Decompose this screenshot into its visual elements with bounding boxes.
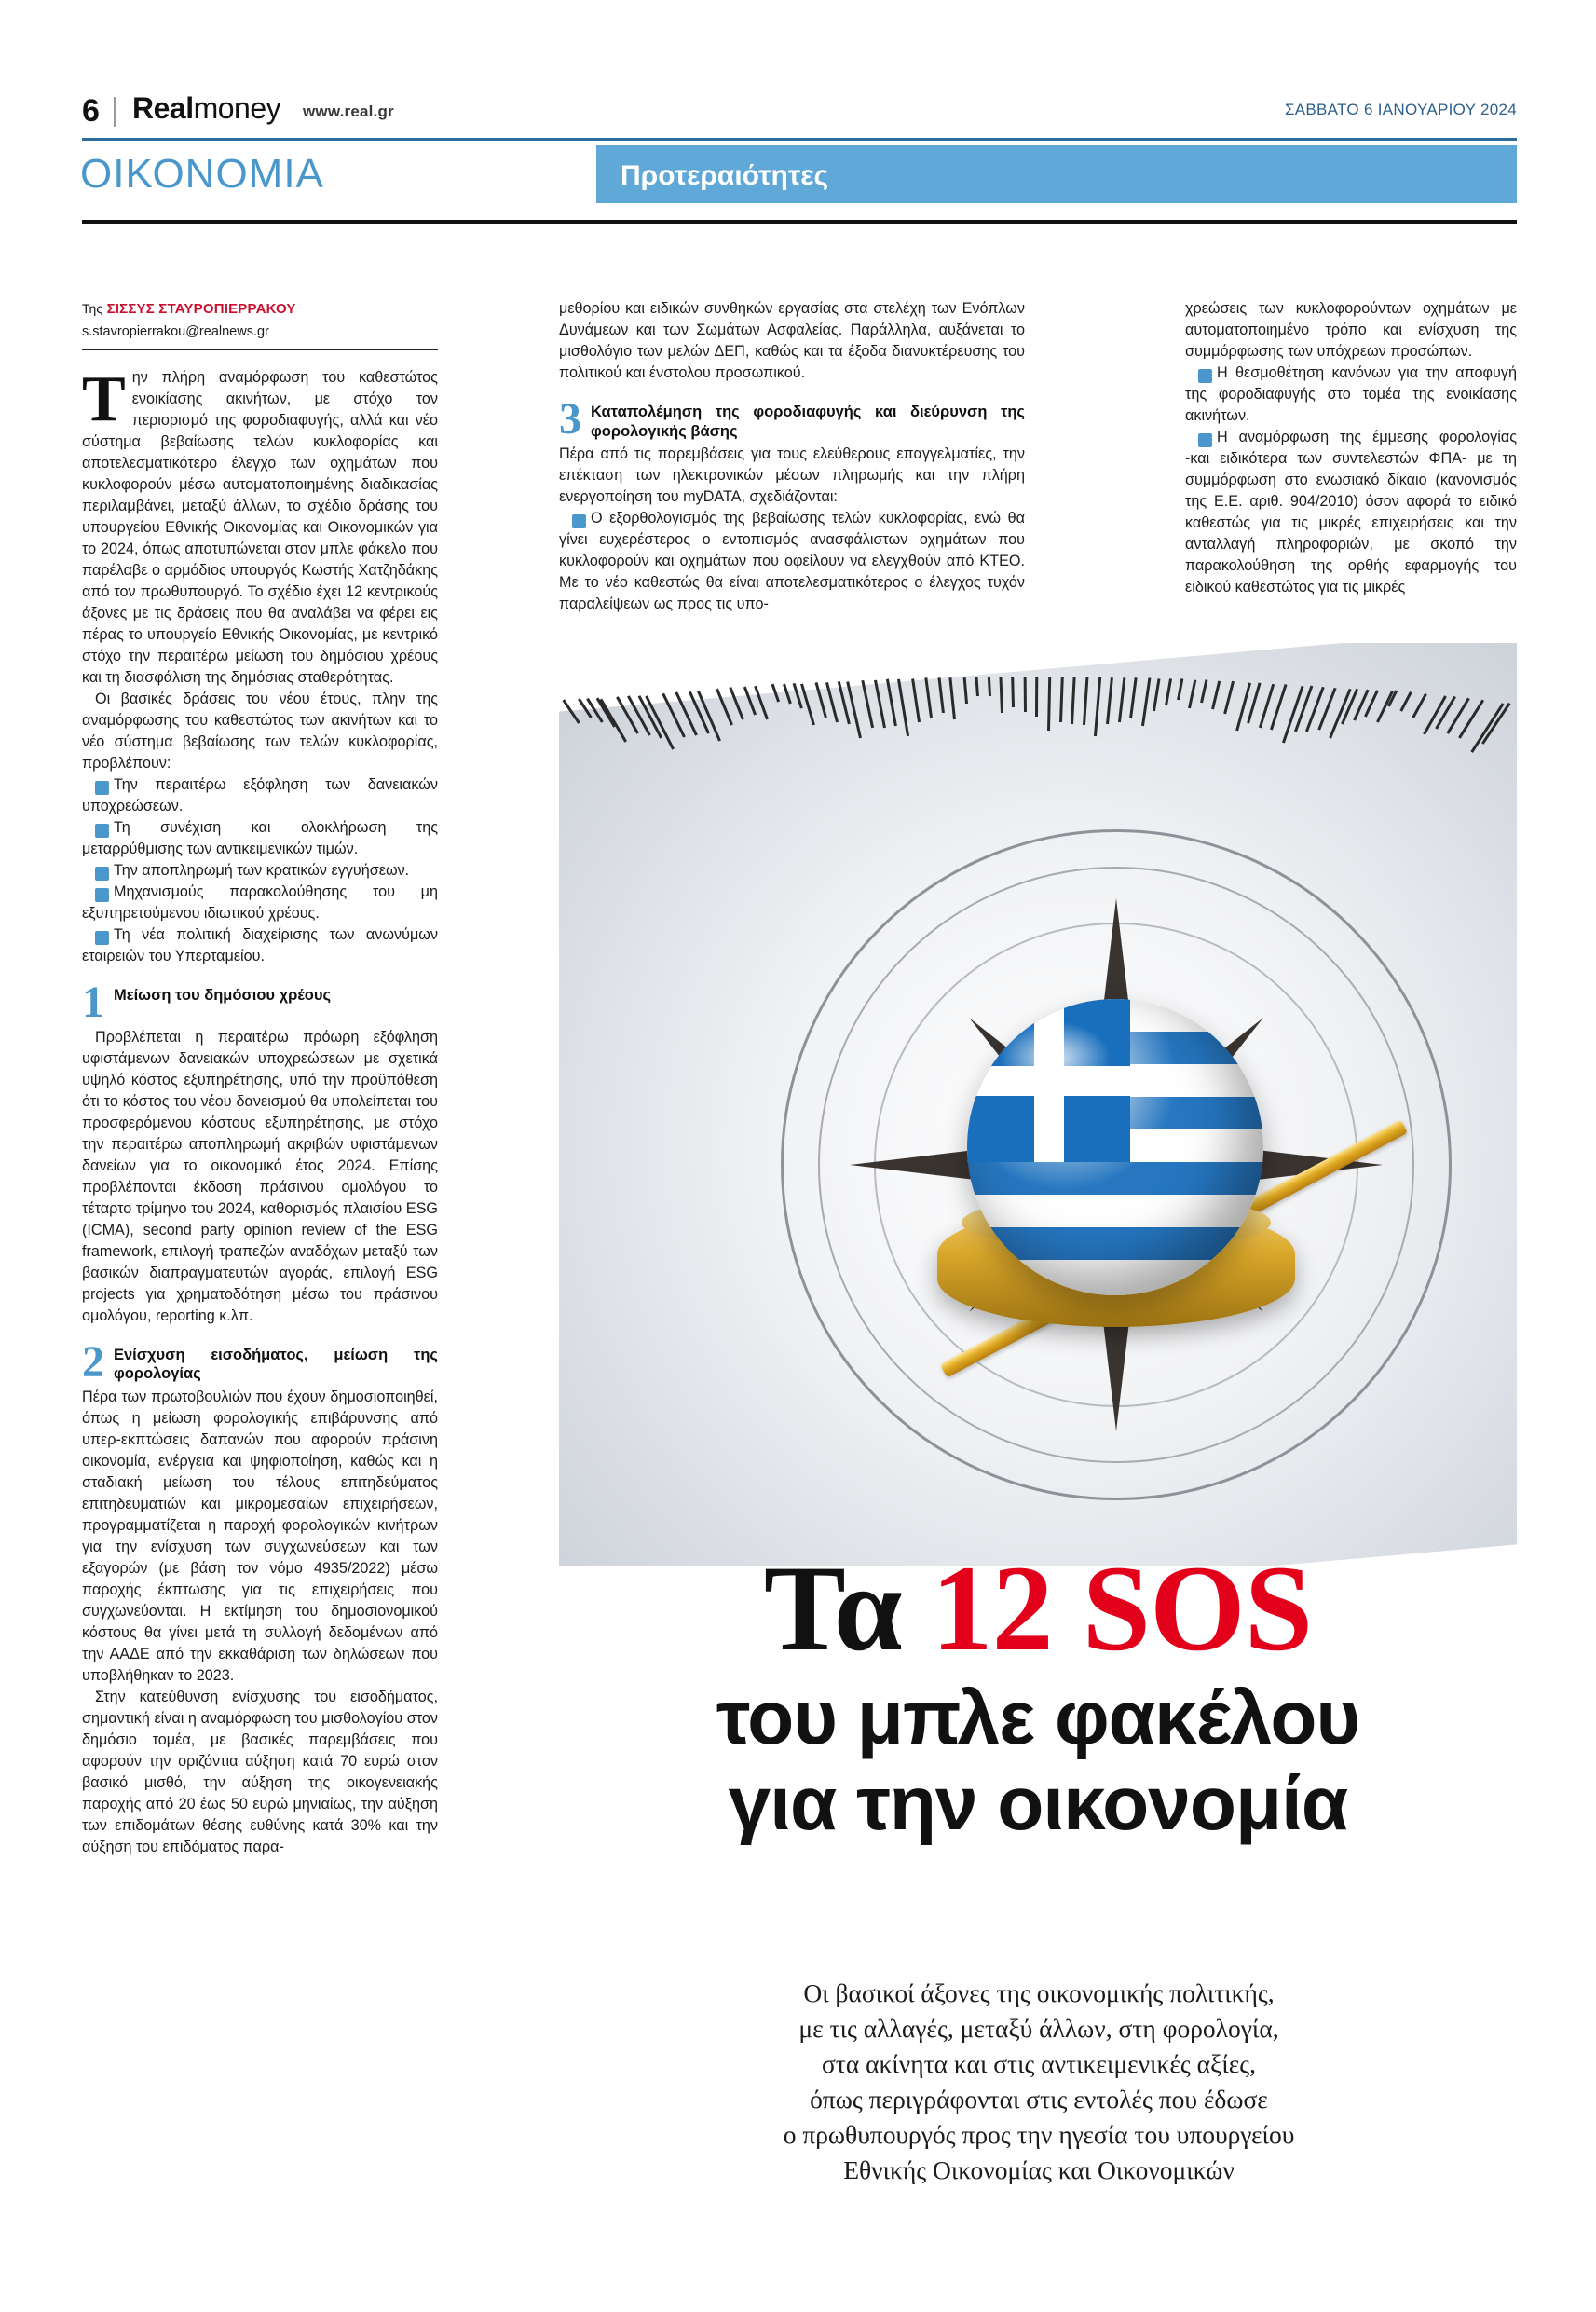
deck-line-4: όπως περιγράφονται στις εντολές που έδωσε bbox=[810, 2084, 1268, 2114]
page-number: 6 bbox=[82, 93, 100, 129]
subhead-number: 3 bbox=[559, 394, 581, 444]
subhead-number: 1 bbox=[82, 977, 104, 1027]
list-item bbox=[82, 882, 438, 924]
list-item-text: Την περαιτέρω εξόφληση των δανειακών υποχρεώσεων. bbox=[82, 775, 438, 814]
section-title: ΟΙΚΟΝΟΜΙΑ bbox=[80, 151, 324, 197]
list-item bbox=[82, 774, 438, 817]
subhead-text: Ενίσχυση εισοδήματος, μείωση της φορολογίας bbox=[114, 1346, 438, 1383]
masthead-rule bbox=[82, 138, 1517, 141]
section-rule bbox=[82, 220, 1517, 224]
masthead-divider bbox=[114, 97, 116, 127]
masthead-date: ΣΑΒΒΑΤΟ 6 ΙΑΝΟΥΑΡΙΟΥ 2024 bbox=[1284, 101, 1517, 118]
deck-line-1: Οι βασικοί άξονες της οικονομικής πολιτικής, bbox=[803, 1978, 1275, 2007]
list-item bbox=[1185, 363, 1517, 427]
article-photo-compass-globe bbox=[559, 643, 1517, 1566]
arrow-right-icon: › bbox=[95, 931, 109, 945]
greek-flag-globe bbox=[967, 999, 1263, 1295]
logo-money: money bbox=[193, 91, 281, 125]
list-item-text: Την αποπληρωμή των κρατικών εγγυήσεων. bbox=[114, 861, 410, 879]
subhead-2-body-2: Στην κατεύθυνση ενίσχυσης του εισοδήματος, σημαντική είναι η αναμόρφωση του μισθολογίου στον δημόσιο τομέα, με βασικές παρεμβάσεις που αφορούν την οριζόντια αύξηση κατά 70 ευρώ στον βασικό μισθό, την αύξηση της οικογενειακής παροχής από 20 έως 50 ευρώ μηνιαίως, την αύξηση των επιδομάτων θέσης ευθύνης κατά 30% και την αύξηση του επιδόματος παρα- bbox=[82, 1688, 438, 1855]
section-band bbox=[596, 145, 1517, 203]
arrow-right-icon: › bbox=[95, 781, 109, 795]
list-item bbox=[82, 924, 438, 967]
list-item-text: Μηχανισμούς παρακολούθησης του μη εξυπηρετούμενου ιδιωτικού χρέους. bbox=[82, 882, 438, 922]
subhead-1 bbox=[82, 977, 438, 1027]
byline-email: s.stavropierrakou@realnews.gr bbox=[82, 322, 438, 350]
headline-line-1 bbox=[559, 1539, 1517, 1676]
subhead-1-body: Προβλέπεται η περαιτέρω πρόωρη εξόφληση υφιστάμενων δανειακών υποχρεώσεων με σχετικά υψηλό κόστος εξυπηρέτησης, υπό την προϋπόθεση ότι το κόστος του νέου δανεισμού θα υπολείπεται του προσφερόμενου κόστους εξυπηρέτησης, με στόχο την περαιτέρω αποπληρωμή ακριβών υφιστάμενων δανείων για το οικονομικό έτος 2024. Επίσης προβλέπονται έκδοση πράσινου ομολόγου το τέταρτο τρίμηνο του 2024, καθορισμός πλαισίου ESG (ICMA), second party opinion review of the ESG framework, επιλογή τραπεζών αναδόχων μεταξύ των βασικών διαπραγματευτών αγοράς, επιλογή ESG projects για χρηματοδότηση μέσω του πράσινου ομολόγου, reporting κ.λπ. bbox=[82, 1028, 438, 1324]
byline-prefix: Της bbox=[82, 301, 103, 316]
subhead-2-body-1: Πέρα των πρωτοβουλιών που έχουν δημοσιοποιηθεί, όπως η μείωση φορολογικής επιβάρυνσης από υπερ-εκπτώσεις δαπανών που αφορούν πράσινη οικονομία, ενέργεια και ψηφιοποίηση, καθώς και η σταδιακή μείωση του τέλους επιτηδεύματος επιτηδευματιών και μικρομεσαίων επιχειρήσεων, προγραμματίζεται η παροχή φορολογικών κινήτρων για την ενίσχυση των συγχωνεύσεων και των εξαγορών (με βάση τον νόμο 4935/2022) μέσω παροχής έκπτωσης για τις επιχειρήσεις που συγχωνεύονται. Η εκτίμηση του δημοσιονομικού κόστους θα γίνει μετά τη συλλογή δεδομένων από την ΑΑΔΕ από την εκκαθάριση των δηλώσεων που υποβλήθηκαν το 2023. bbox=[82, 1388, 438, 1684]
article-column-3 bbox=[1185, 298, 1517, 598]
deck-line-5: ο πρωθυπουργός προς την ηγεσία του υπουργείου bbox=[783, 2119, 1295, 2149]
headline-line-1-highlight: 12 SOS bbox=[931, 1539, 1313, 1676]
subhead-text: Μείωση του δημόσιου χρέους bbox=[114, 986, 332, 1004]
list-item-text: Ο εξορθολογισμός της βεβαίωσης τελών κυκλοφορίας, ενώ θα γίνει ευχερέστερος ο εντοπισμός ανασφάλιστων οχημάτων που κυκλοφορούν και οχημάτων που οφείλουν να ελεγχθούν από ΚΤΕΟ. Με το νέο καθεστώς θα είναι αποτελεσματικότερος ο έλεγχος τυχόν παραλείψεων ως προς τις υπο- bbox=[559, 510, 1025, 612]
arrow-right-icon: › bbox=[95, 888, 109, 902]
column3-paragraph-1: χρεώσεις των κυκλοφορούντων οχημάτων με αυτοματοποιημένο τρόπο και ενίσχυση της συμμόρφωσης των υπόχρεων προσώπων. bbox=[1185, 300, 1517, 360]
deck-line-6: Εθνικής Οικονομίας και Οικονομικών bbox=[843, 2155, 1235, 2184]
subhead-number: 2 bbox=[82, 1336, 104, 1387]
list-item bbox=[82, 817, 438, 860]
arrow-right-icon: › bbox=[95, 867, 109, 881]
byline-author: ΣΙΣΣΥΣ ΣΤΑΥΡΟΠΙΕΡΡΑΚΟΥ bbox=[106, 301, 296, 317]
subhead-3-body: Πέρα από τις παρεμβάσεις για τους ελεύθερους επαγγελματίες, την επέκταση των ηλεκτρονικών μέσων πληρωμής και την πλήρη ενεργοποίηση του myDATA, σχεδιάζονται: bbox=[559, 445, 1025, 505]
list-item bbox=[559, 508, 1025, 615]
compass-tick-marks bbox=[559, 643, 1517, 867]
section-band-label: Προτεραιότητες bbox=[621, 160, 829, 191]
list-item-text: Τη συνέχιση και ολοκλήρωση της μεταρρύθμισης των αντικειμενικών τιμών. bbox=[82, 818, 438, 857]
masthead-url: www.real.gr bbox=[303, 103, 394, 120]
masthead bbox=[82, 93, 1517, 136]
list-item-text: Η θεσμοθέτηση κανόνων για την αποφυγή της φοροδιαφυγής στο τομέα της ενοικίασης ακινήτων. bbox=[1185, 364, 1517, 424]
column2-paragraph-1: μεθορίου και ειδικών συνθηκών εργασίας στα στελέχη των Ενόπλων Δυνάμεων και των Σωμάτων Ασφαλείας. Παράλληλα, αυξάνεται το μισθολόγιο των μελών ΔΕΠ, καθώς και τα έξοδα διανυκτέρευσης του πολιτικού και ένστολου προσωπικού. bbox=[559, 300, 1025, 381]
subhead-text: Καταπολέμηση της φοροδιαφυγής και διεύρυνση της φορολογικής βάσης bbox=[591, 404, 1025, 440]
list-item-text: Τη νέα πολιτική διαχείρισης των ανωνύμων εταιρειών του Υπερταμείου. bbox=[82, 925, 438, 964]
headline-block bbox=[559, 1539, 1517, 1847]
deck-line-2: με τις αλλαγές, μεταξύ άλλων, στη φορολογία, bbox=[798, 2013, 1279, 2043]
article-column-1 bbox=[82, 298, 438, 1858]
subhead-2 bbox=[82, 1336, 438, 1387]
deck-line-3: στα ακίνητα και στις αντικειμενικές αξίες, bbox=[821, 2048, 1257, 2078]
logo-real: Real bbox=[132, 91, 194, 125]
list-item bbox=[82, 860, 438, 882]
headline-line-2: του μπλε φακέλου bbox=[716, 1676, 1360, 1760]
subhead-3 bbox=[559, 394, 1025, 444]
article-deck bbox=[615, 1976, 1463, 2188]
list-item bbox=[1185, 427, 1517, 598]
arrow-right-icon: › bbox=[1198, 433, 1212, 447]
arrow-right-icon: › bbox=[95, 824, 109, 838]
headline-line-3: για την οικονομία bbox=[728, 1760, 1348, 1846]
article-column-2 bbox=[559, 298, 1025, 615]
arrow-right-icon: › bbox=[1198, 369, 1212, 383]
paragraph-2: Οι βασικές δράσεις του νέου έτους, πλην της αναμόρφωσης του καθεστώτος των ακινήτων και το νέο σύστημα βεβαίωσης των τελών κυκλοφορίας, προβλέπουν: bbox=[82, 690, 438, 772]
list-item-text: Η αναμόρφωση της έμμεσης φορολογίας -και ειδικότερα των συντελεστών ΦΠΑ- με τη συμμόρφωση στο ενωσιακό δίκαιο (κανονισμός της Ε.Ε. αριθ. 904/2010) όσον αφορά το ειδικό καθεστώς για τις μικρές επιχειρήσεις και την ανταλλαγή πληροφοριών, με σκοπό την παρακολούθηση της ορθής εφαρμογής του ειδικού καθεστώτος για τις μικρές bbox=[1185, 429, 1517, 595]
globe-highlight bbox=[999, 1021, 1111, 1094]
byline bbox=[82, 298, 438, 350]
headline-line-1-part-1: Τα bbox=[763, 1539, 932, 1676]
lead-paragraph: Την πλήρη αναμόρφωση του καθεστώτος ενοικίασης ακινήτων, με στόχο τον περιορισμό της φοροδιαφυγής, αλλά και νέο σύστημα βεβαίωσης τελών κυκλοφορίας και αποτελεσματικότερο έλεγχο των οχημάτων που κυκλοφορούν μέσω αυτοματοποιημένης διαδικασίας περιλαμβάνει, μεταξύ άλλων, το σχέδιο δράσης του υπουργείου Εθνικής Οικονομίας και Οικονομικών για το 2024, όπως αποτυπώνεται στον μπλε φάκελο που παρέλαβε ο αρμόδιος υπουργός Κωστής Χατζηδάκης από τον πρωθυπουργό. Το σχέδιο έχει 12 κεντρικούς άξονες με τις δράσεις που θα αναλάβει να φέρει εις πέρας το υπουργείο Εθνικής Οικονομίας, με κεντρικό στόχο την περαιτέρω μείωση του δημόσιου χρέους και τη διασφάλιση της δημόσιας σταθερότητας. bbox=[82, 363, 438, 686]
publication-logo bbox=[132, 91, 280, 126]
arrow-right-icon: › bbox=[572, 514, 586, 528]
